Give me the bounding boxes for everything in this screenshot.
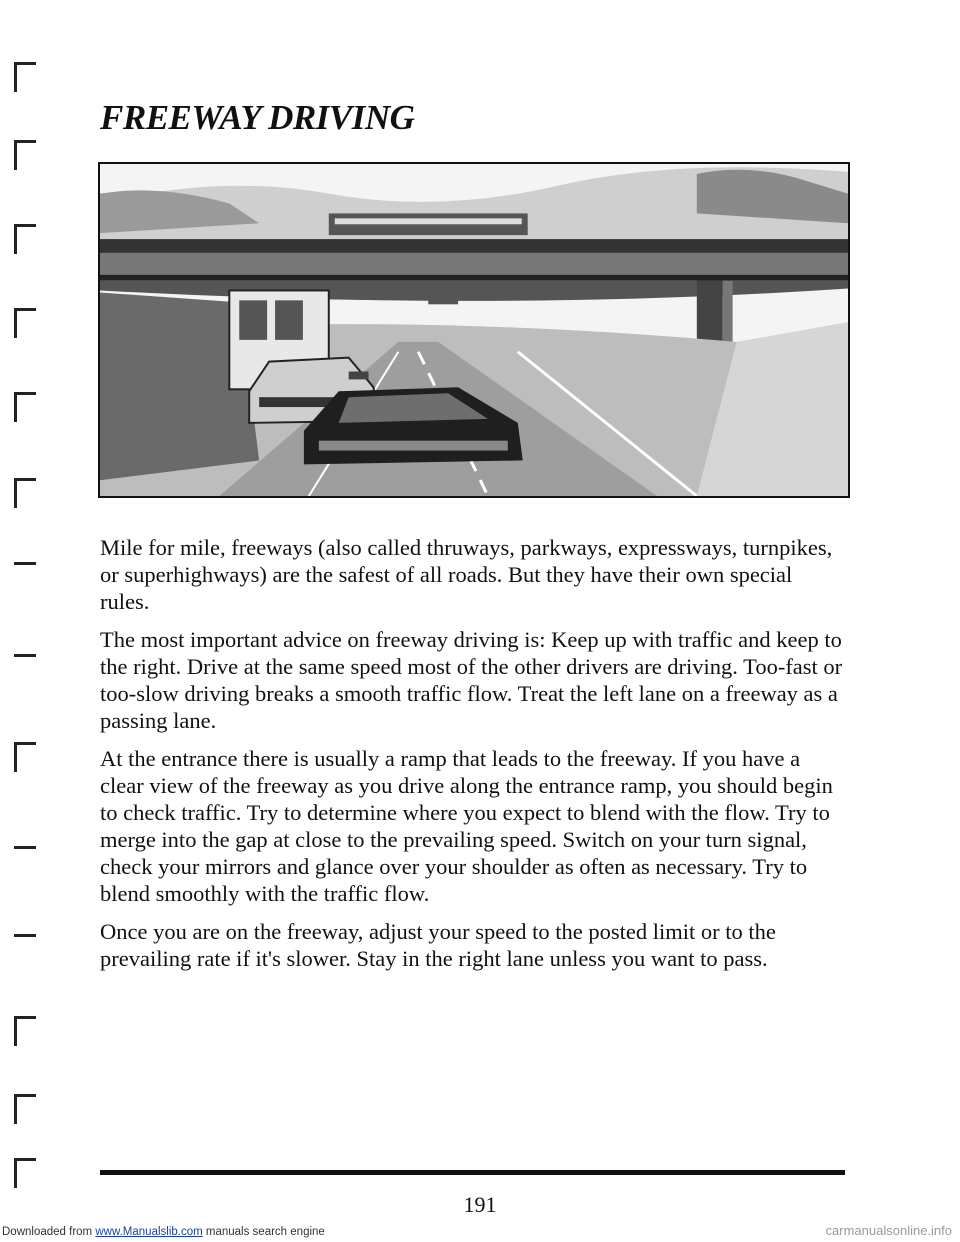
paragraph-keep-up-with-traffic: The most important advice on freeway driving is: Keep up with traffic and keep to the right. Drive at the same speed most of the other drivers are driving. Too-fast or too-slow driving breaks a smooth traffic flow. Treat the left lane on a freeway as a passing lane. bbox=[100, 627, 843, 733]
margin-mark bbox=[14, 224, 36, 254]
body-text bbox=[100, 534, 845, 983]
margin-mark bbox=[14, 308, 36, 338]
margin-mark bbox=[14, 140, 36, 170]
margin-mark bbox=[14, 934, 36, 944]
freeway-illustration bbox=[98, 162, 850, 498]
margin-mark bbox=[14, 846, 36, 856]
paragraph-freeway-intro: Mile for mile, freeways (also called thruways, parkways, expressways, turnpikes, or superhighways) are the safest of all roads. But they have their own special rules. bbox=[100, 535, 833, 614]
page-number: 191 bbox=[463, 1192, 497, 1217]
margin-mark bbox=[14, 742, 36, 772]
footer-rule bbox=[100, 1170, 845, 1175]
page-title: FREEWAY DRIVING bbox=[100, 98, 415, 137]
footer-prefix: Downloaded from bbox=[2, 1226, 96, 1238]
manualslib-link[interactable]: www.Manualslib.com bbox=[95, 1226, 203, 1238]
paragraph-adjust-speed: Once you are on the freeway, adjust your speed to the posted limit or to the prevailing rate if it's slower. Stay in the right lane unless you want to pass. bbox=[100, 919, 776, 971]
watermark: carmanualsonline.info bbox=[825, 1223, 952, 1238]
margin-mark bbox=[14, 654, 36, 664]
freeway-overpass-drawing bbox=[100, 164, 848, 496]
margin-mark bbox=[14, 562, 36, 572]
margin-mark bbox=[14, 62, 36, 92]
margin-mark bbox=[14, 1158, 36, 1188]
margin-mark bbox=[14, 1016, 36, 1046]
margin-mark bbox=[14, 478, 36, 508]
footer-suffix: manuals search engine bbox=[202, 1226, 325, 1238]
download-footer bbox=[2, 1226, 325, 1238]
margin-mark bbox=[14, 1094, 36, 1124]
margin-mark bbox=[14, 392, 36, 422]
paragraph-entrance-ramp: At the entrance there is usually a ramp that leads to the freeway. If you have a clear view of the freeway as you drive along the entrance ramp, you should begin to check traffic. Try to determine where you expect to blend with the flow. Try to merge into the gap at close to the prevailing speed. Switch on your turn signal, check your mirrors and glance over your shoulder as often as necessary. Try to blend smoothly with the traffic flow. bbox=[100, 746, 833, 906]
